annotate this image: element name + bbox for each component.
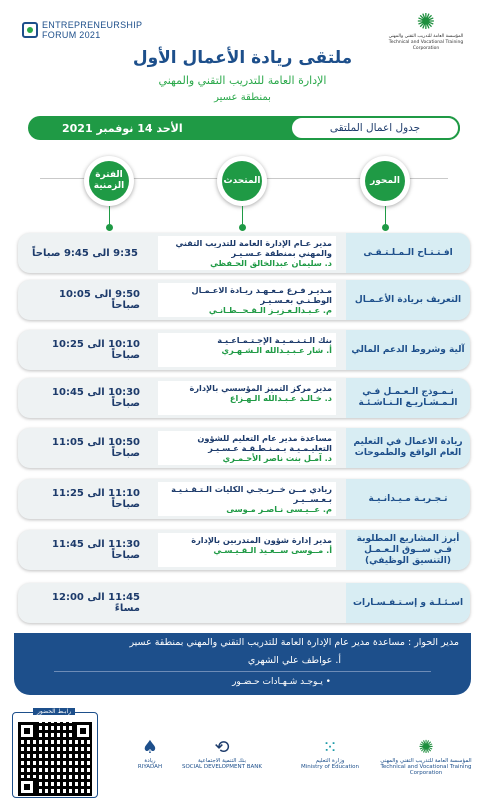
entrepreneurship-forum-logo [22,20,142,40]
moe-icon: ⁙ [322,737,338,758]
tvtc-logo-ar: المؤسسة العامة للتدريب التقني والمهني [388,34,464,39]
period-column-header: الفترة الزمنية [84,156,134,206]
certificates-note: • يـوجـد شـهـادات حـضـور [232,677,331,687]
subtitle-line2: بمنطقة عسير [214,92,271,103]
forum-logo-line2: FORUM 2021 [42,30,101,40]
sdb-logo: ⟲ بنك التنمية الاجتماعية SOCIAL DEVELOPMENT BANK [172,738,272,770]
speaker-name: أ. مــوسى ســعـيد الـقـيـسـي [213,545,332,555]
qr-finder-icon [18,722,36,740]
row-speaker [158,431,336,465]
speaker-name: د. خـالـد عـبـدالله الـهـزاع [229,393,332,403]
row-speaker [158,283,336,317]
row-time: 10:10 الى 10:25 صباحاً [52,339,140,361]
moderator-title: مدير الحوار : مساعدة مدير عام الإدارة العامة للتدريب التقني والمهني بمنطقة عسير [129,637,459,648]
topic-stem [385,206,386,226]
tvtc-logo-en: Technical and Vocational Training Corporation [388,40,464,51]
schedule-date-bar [28,116,460,140]
qr-finder-icon [18,778,36,796]
topic-column-header: المحور [360,156,410,206]
row-speaker [158,381,336,415]
tvtc-footer-logo: ✺ المؤسسة العامة للتدريب التقني والمهني Technical and Vocational Training Corporation [380,737,472,776]
forum-logo-line1: ENTREPRENEURSHIP [42,20,143,30]
speaker-role: مدير عـام الإدارة العامة للتدريب التقني والمهني بمنطقة عـسـيـر [175,238,332,258]
speaker-stem [242,206,243,226]
row-time: 11:30 الى 11:45 صباحاً [52,539,140,561]
agenda-row [18,330,470,370]
forum-logo-icon [22,22,38,38]
speaker-role: بنك الـتـنـمـيـة الإجـتـمـاعـيـة [217,335,332,345]
qr-code-icon[interactable] [18,722,92,796]
row-topic: ريادة الاعمال في التعليم العام الواقع والطموحات [346,428,470,468]
period-dot [106,224,113,231]
speaker-role: مساعدة مدير عام التعليم للشؤون التعليـمـيـة بـمـنـطـقـة عـسـيـر [197,433,332,453]
attendance-qr-box[interactable] [12,708,98,798]
row-time: 9:50 الى 10:05 صباحاً [59,289,140,311]
agenda-row [18,479,470,519]
agenda-row [18,378,470,418]
speaker-role: مدير مركز التميز المؤسسي بالإدارة [189,383,332,393]
speaker-name: د. آمـل بنت ناصر الأحـمـري [222,453,332,463]
agenda-row [18,233,470,273]
row-time: 9:35 الى 9:45 صباحاً [32,247,138,259]
speaker-dot [239,224,246,231]
period-stem [109,206,110,226]
riyadah-logo: ♠ ريادة RIYADAH [130,738,170,770]
schedule-label: جدول اعمال الملتقى [290,116,460,140]
page-title: ملتقى ريادة الأعمال الأول [132,48,353,68]
moderator-name: أ. عواطف علي الشهري [247,655,341,666]
footer [0,708,485,800]
row-speaker [158,333,336,367]
column-headers [0,160,485,220]
riyadah-icon: ♠ [141,737,159,758]
row-time: 10:50 الى 11:05 صباحاً [52,437,140,459]
event-date: الأحد 14 نوفمبر 2021 [62,121,183,135]
speaker-name: د. سليمان عبدالخالق الحـفظي [210,258,332,268]
speaker-role: مدير إدارة شؤون المتدربين بالإدارة [191,535,332,545]
moderator-panel [14,633,471,695]
qr-finder-icon [74,722,92,740]
row-time: 11:10 الى 11:25 صباحاً [52,488,140,510]
row-topic: التعريف بريادة الأعـمـال [346,280,470,320]
sdb-icon: ⟲ [214,737,230,758]
agenda-row [18,530,470,570]
speaker-column-header: المتحدث [217,156,267,206]
speaker-role: مـديـر فـرع مـعـهـد ريـادة الاعـمـال الوطـنـي بعـسـيـر [191,285,332,305]
row-topic: آلية وشروط الدعم المالي [346,330,470,370]
row-topic: أبرز المشاريع المطلوبة فـي ســوق الـعـمـل (التنسيق الوظيفي) [346,530,470,570]
tvtc-footer-icon: ✺ [418,737,434,758]
row-time: 10:30 الى 10:45 صباحاً [52,387,140,409]
agenda-row [18,280,470,320]
speaker-name: م. عـبـدالـعـزيـز الـقـحــطـانـي [208,305,332,315]
speaker-role: ريادي مــن خــريـجـي الكليات الـتـقـنـيـة بـعـســيـر [171,484,332,504]
row-topic: اسـئـلـة و إسـتـفـسـارات [346,583,470,623]
moderator-divider [54,671,431,672]
agenda-row [18,583,470,623]
topic-dot [382,224,389,231]
row-topic: نـمـوذج الـعـمـل فـي الـمـشـاريـع الـنـاشـئـة [346,378,470,418]
tvtc-logo [381,12,471,52]
moe-logo: ⁙ وزارة التعليم Ministry of Education [290,738,370,770]
tvtc-emblem-icon: ✺ [416,10,436,35]
row-speaker [158,482,336,516]
row-time: 11:45 الى 12:00 مساءً [52,592,140,614]
row-speaker [158,586,336,620]
agenda-row [18,428,470,468]
row-speaker [158,236,336,270]
qr-label: رابـط الحضور [33,708,75,715]
row-topic: افـتـتـاح الـمـلـتـقـى [346,233,470,273]
row-topic: تـجـربـة مـيـدانـيـة [346,479,470,519]
speaker-name: م. عــيـسى نـاصـر مـوسى [226,504,332,514]
subtitle-line1: الإدارة العامة للتدريب التقني والمهني [158,74,327,87]
speaker-name: أ. شار عـبـيـدالله الـشـهـري [221,345,332,355]
row-speaker [158,533,336,567]
